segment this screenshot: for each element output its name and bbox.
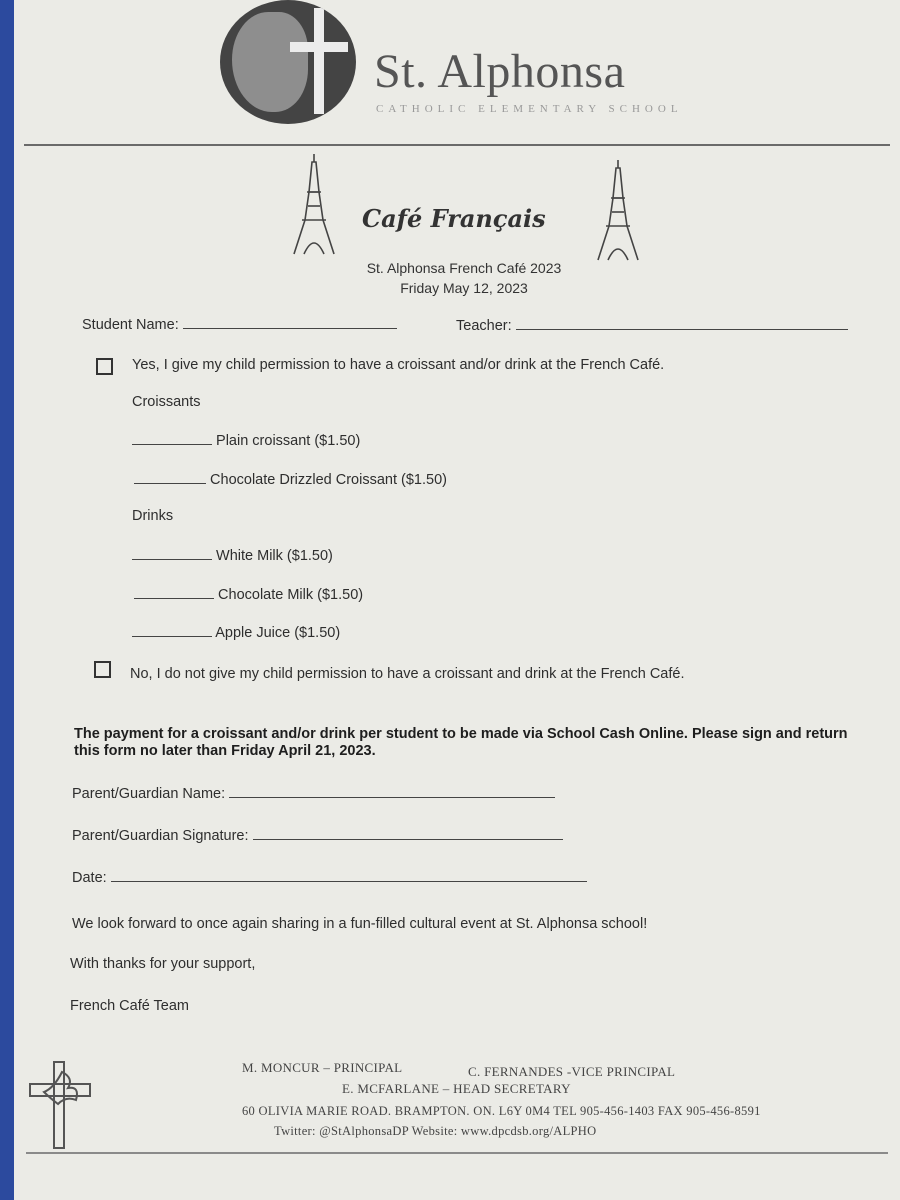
drink-item-white-milk[interactable] xyxy=(132,547,333,564)
quantity-blank[interactable] xyxy=(132,432,212,445)
croissants-heading: Croissants xyxy=(132,394,201,410)
school-logo xyxy=(220,0,356,124)
date-field[interactable] xyxy=(72,869,587,886)
parent-name-field[interactable] xyxy=(72,785,555,802)
croissant-item-chocolate[interactable] xyxy=(134,471,447,488)
drinks-heading: Drinks xyxy=(132,508,174,524)
footer-principal: M. MONCUR – PRINCIPAL xyxy=(242,1060,403,1075)
payment-note-line1: The payment for a croissant and/or drink per student to be made via School Cash Online. Please sign and return xyxy=(74,726,848,742)
header-divider xyxy=(24,144,890,146)
logo-cross-horizontal xyxy=(290,42,348,52)
payment-note-line2: this form no later than Friday April 21, 2023. xyxy=(74,743,376,759)
drink-item-apple-juice[interactable] xyxy=(132,624,340,641)
event-title: Café Français xyxy=(362,204,546,233)
yes-permission-checkbox[interactable] xyxy=(96,358,113,375)
parent-name-label: Parent/Guardian Name: xyxy=(72,786,226,802)
parent-signature-field[interactable] xyxy=(72,827,563,844)
logo-face-silhouette xyxy=(232,12,308,112)
closing-message: We look forward to once again sharing in a fun-filled cultural event at St. Alphonsa school! xyxy=(72,916,648,932)
event-date: Friday May 12, 2023 xyxy=(400,280,528,296)
drink-item-chocolate-milk[interactable] xyxy=(134,586,363,603)
student-name-blank[interactable] xyxy=(183,316,397,329)
date-blank[interactable] xyxy=(111,869,587,882)
footer-secretary: E. MCFARLANE – HEAD SECRETARY xyxy=(342,1081,571,1096)
croissant-item-plain[interactable] xyxy=(132,432,360,449)
school-subtitle: CATHOLIC ELEMENTARY SCHOOL xyxy=(376,103,683,115)
item-label: Plain croissant ($1.50) xyxy=(216,433,361,449)
logo-cross-vertical xyxy=(314,8,324,114)
form-page xyxy=(14,0,900,1200)
parent-signature-label: Parent/Guardian Signature: xyxy=(72,828,249,844)
item-label: Chocolate Milk ($1.50) xyxy=(218,587,364,603)
dove-cross-icon xyxy=(28,1056,94,1152)
eiffel-tower-icon xyxy=(590,158,646,262)
student-name-label: Student Name: xyxy=(82,317,179,333)
teacher-field[interactable] xyxy=(456,317,848,334)
item-label: Chocolate Drizzled Croissant ($1.50) xyxy=(210,472,447,488)
no-permission-checkbox[interactable] xyxy=(94,661,111,678)
parent-signature-blank[interactable] xyxy=(253,827,563,840)
footer-vice-principal: C. FERNANDES -VICE PRINCIPAL xyxy=(468,1064,676,1079)
closing-thanks: With thanks for your support, xyxy=(70,956,256,972)
quantity-blank[interactable] xyxy=(132,624,212,637)
item-label: White Milk ($1.50) xyxy=(216,548,333,564)
teacher-label: Teacher: xyxy=(456,318,512,334)
event-subtitle: St. Alphonsa French Café 2023 xyxy=(366,260,562,276)
footer-address: 60 OLIVIA MARIE ROAD. BRAMPTON. ON. L6Y 0M4 TEL 905-456-1403 FAX 905-456-8591 xyxy=(242,1104,761,1118)
parent-name-blank[interactable] xyxy=(229,785,555,798)
closing-team: French Café Team xyxy=(70,998,190,1014)
footer-social: Twitter: @StAlphonsaDP Website: www.dpcdsb.org/ALPHO xyxy=(274,1124,597,1138)
eiffel-tower-icon xyxy=(286,152,342,256)
quantity-blank[interactable] xyxy=(134,586,214,599)
quantity-blank[interactable] xyxy=(134,471,206,484)
teacher-blank[interactable] xyxy=(516,317,848,330)
item-label: Apple Juice ($1.50) xyxy=(215,625,341,641)
yes-permission-label: Yes, I give my child permission to have a croissant and/or drink at the French Café. xyxy=(132,357,665,373)
school-name: St. Alphonsa xyxy=(374,45,626,98)
student-name-field[interactable] xyxy=(82,316,397,333)
date-label: Date: xyxy=(72,870,107,886)
no-permission-label: No, I do not give my child permission to have a croissant and drink at the French Café. xyxy=(130,666,685,682)
quantity-blank[interactable] xyxy=(132,547,212,560)
footer-divider xyxy=(26,1152,888,1154)
